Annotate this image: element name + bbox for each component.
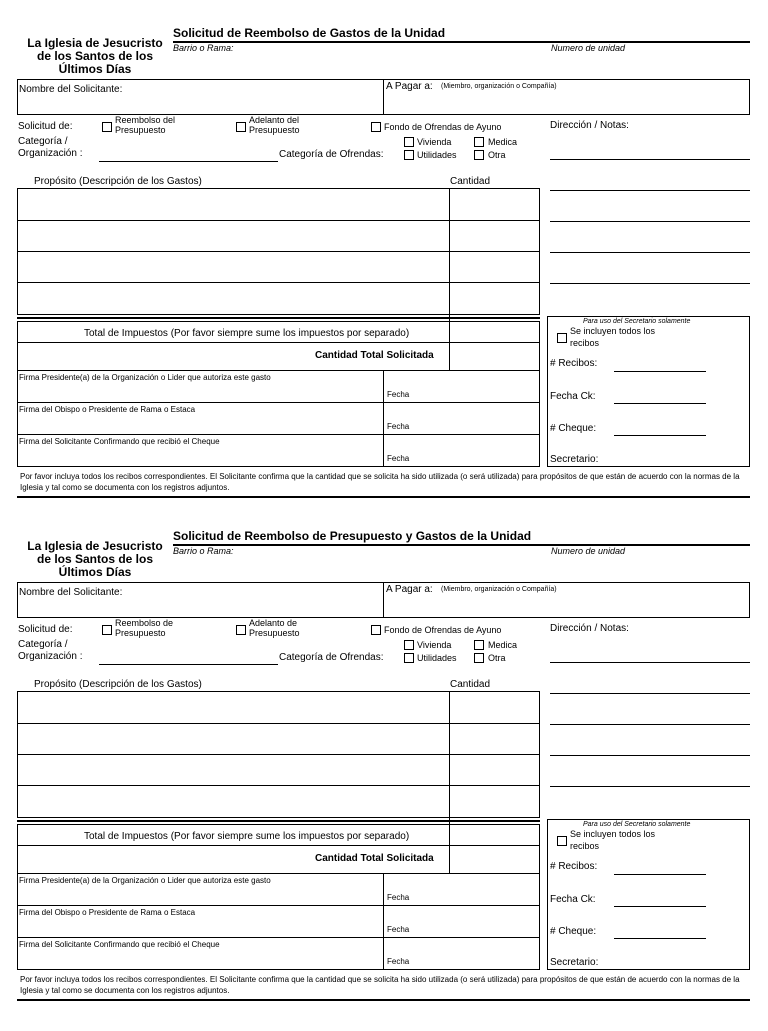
notes-line[interactable] (550, 662, 750, 663)
fast-offering-checkbox[interactable] (371, 625, 381, 635)
taxes-amount-field[interactable] (450, 322, 539, 341)
budget-advance-label: Adelanto de Presupuesto (249, 618, 300, 639)
form-bottom-rule (17, 999, 750, 1001)
total-amount-field[interactable] (450, 846, 539, 873)
date-label: Fecha (387, 422, 410, 431)
signature-divider (17, 937, 540, 938)
check-date-label: Fecha Ck: (550, 894, 596, 905)
request-label: Solicitud de: (18, 121, 73, 132)
fast-offering-label: Fondo de Ofrendas de Ayuno (384, 625, 502, 635)
receipts-included-label: Se incluyen todos los recibos (570, 326, 656, 348)
amount-cell[interactable] (450, 189, 539, 219)
form-bottom-rule (17, 496, 750, 498)
unit-number-label: Numero de unidad (551, 43, 626, 53)
secretary-label: Secretario: (550, 957, 599, 968)
pay-to-hint: (Miembro, organización o Compañía) (441, 83, 557, 90)
check-number-line[interactable] (614, 938, 706, 939)
taxes-label: Total de Impuestos (Por favor siempre sume los impuestos por separado) (84, 831, 410, 842)
president-signature-field[interactable] (18, 384, 382, 401)
ward-label: Barrio o Rama: (173, 43, 234, 53)
date-field[interactable] (420, 919, 538, 936)
category-org-label: Categoría / Organización : (18, 639, 83, 662)
pay-to-hint: (Miembro, organización o Compañía) (441, 586, 557, 593)
applicant-label: Nombre del Solicitante: (19, 587, 123, 598)
num-receipts-line[interactable] (614, 371, 706, 372)
taxes-label: Total de Impuestos (Por favor siempre sume los impuestos por separado) (84, 328, 410, 339)
other-label: Otra (488, 150, 506, 160)
president-signature-field[interactable] (18, 887, 382, 904)
amount-cell[interactable] (450, 221, 539, 250)
category-org-line (99, 664, 278, 665)
applicant-signature-label: Firma del Solicitante Confirmando que recibió el Cheque (19, 437, 220, 446)
form-title: Solicitud de Reembolso de Gastos de la Unidad (173, 26, 446, 40)
housing-checkbox[interactable] (404, 640, 414, 650)
medical-label: Medica (488, 640, 518, 650)
amount-cell[interactable] (450, 283, 539, 314)
church-name: La Iglesia de Jesucristo de los Santos de los Últimos Días (27, 539, 163, 580)
bishop-signature-label: Firma del Obispo o Presidente de Rama o Estaca (19, 405, 196, 414)
applicant-label: Nombre del Solicitante: (19, 84, 123, 95)
category-org-field[interactable] (99, 146, 278, 160)
notice-text: Por favor incluya todos los recibos correspondientes. El Solicitante confirma que la cantidad que se solicita ha sido utilizada (o será utilizada) para propósitos de que están de acuerdo con la normas de la Iglesia y tal como se documenta con los registros adjuntos. (20, 472, 740, 492)
pay-to-field[interactable] (386, 598, 748, 616)
offering-category-label: Categoría de Ofrendas: (279, 149, 384, 160)
offering-category-label: Categoría de Ofrendas: (279, 652, 384, 663)
clerk-header: Para uso del Secretario solamente (583, 318, 691, 325)
clerk-header: Para uso del Secretario solamente (583, 821, 691, 828)
applicant-signature-label: Firma del Solicitante Confirmando que recibió el Cheque (19, 940, 220, 949)
totals-double-rule (17, 317, 540, 319)
president-signature-label: Firma Presidente(a) de la Organización o Lider que autoriza este gasto (19, 373, 271, 382)
utilities-checkbox[interactable] (404, 653, 414, 663)
bishop-signature-field[interactable] (18, 919, 382, 936)
amount-cell[interactable] (450, 692, 539, 722)
request-label: Solicitud de: (18, 624, 73, 635)
date-field[interactable] (420, 887, 538, 904)
purpose-cell[interactable] (18, 786, 448, 817)
check-number-label: # Cheque: (550, 423, 597, 434)
amount-label: Cantidad (450, 679, 491, 690)
utilities-label: Utilidades (417, 150, 457, 160)
date-field[interactable] (420, 416, 538, 433)
fast-offering-label: Fondo de Ofrendas de Ayuno (384, 122, 502, 132)
purpose-label: Propósito (Descripción de los Gastos) (34, 679, 202, 690)
num-receipts-line[interactable] (614, 874, 706, 875)
notes-line[interactable] (550, 159, 750, 160)
taxes-amount-field[interactable] (450, 825, 539, 844)
budget-advance-checkbox[interactable] (236, 122, 246, 132)
budget-advance-checkbox[interactable] (236, 625, 246, 635)
amount-cell[interactable] (450, 252, 539, 281)
amount-cell[interactable] (450, 755, 539, 784)
date-label: Fecha (387, 925, 410, 934)
applicant-divider (383, 582, 384, 618)
category-org-line (99, 161, 278, 162)
applicant-signature-field[interactable] (18, 448, 382, 466)
date-field[interactable] (420, 951, 538, 969)
applicant-signature-field[interactable] (18, 951, 382, 969)
utilities-checkbox[interactable] (404, 150, 414, 160)
check-date-label: Fecha Ck: (550, 391, 596, 402)
church-name: La Iglesia de Jesucristo de los Santos de los Últimos Días (27, 36, 163, 77)
date-label: Fecha (387, 893, 410, 902)
num-receipts-label: # Recibos: (550, 861, 598, 872)
housing-label: Vivienda (417, 137, 452, 147)
receipts-included-label: Se incluyen todos los recibos (570, 829, 656, 851)
secretary-label: Secretario: (550, 454, 599, 465)
other-label: Otra (488, 653, 506, 663)
housing-checkbox[interactable] (404, 137, 414, 147)
applicant-divider (383, 79, 384, 115)
pay-to-label: A Pagar a: (386, 584, 433, 595)
pay-to-label: A Pagar a: (386, 81, 433, 92)
purpose-cell[interactable] (18, 724, 448, 753)
budget-reimbursement-label: Reembolso de Presupuesto (115, 618, 174, 639)
notes-line[interactable] (550, 221, 750, 222)
other-checkbox[interactable] (474, 653, 484, 663)
applicant-name-field[interactable] (20, 600, 380, 616)
notes-line[interactable] (550, 190, 750, 191)
signature-divider (17, 402, 540, 403)
purpose-cell[interactable] (18, 252, 448, 281)
total-label: Cantidad Total Solicitada (315, 853, 434, 864)
date-field[interactable] (420, 448, 538, 466)
date-column-divider (383, 873, 384, 970)
form-title: Solicitud de Reembolso de Presupuesto y Gastos de la Unidad (173, 529, 532, 543)
notice-text: Por favor incluya todos los recibos correspondientes. El Solicitante confirma que la cantidad que se solicita ha sido utilizada (o será utilizada) para propósitos de que están de acuerdo con la normas de la Iglesia y tal como se documenta con los registros adjuntos. (20, 975, 740, 995)
medical-checkbox[interactable] (474, 137, 484, 147)
signature-divider (17, 905, 540, 906)
notes-line[interactable] (550, 693, 750, 694)
notes-line[interactable] (550, 786, 750, 787)
purpose-cell[interactable] (18, 755, 448, 784)
check-date-line[interactable] (614, 403, 706, 404)
utilities-label: Utilidades (417, 653, 457, 663)
housing-label: Vivienda (417, 640, 452, 650)
purpose-label: Propósito (Descripción de los Gastos) (34, 176, 202, 187)
budget-advance-label: Adelanto del Presupuesto (249, 115, 300, 136)
notes-line[interactable] (550, 252, 750, 253)
bishop-signature-field[interactable] (18, 416, 382, 433)
purpose-cell[interactable] (18, 692, 448, 722)
other-checkbox[interactable] (474, 150, 484, 160)
category-org-label: Categoría / Organización : (18, 136, 83, 159)
medical-label: Medica (488, 137, 518, 147)
bishop-signature-label: Firma del Obispo o Presidente de Rama o Estaca (19, 908, 196, 917)
purpose-cell[interactable] (18, 189, 448, 219)
check-number-line[interactable] (614, 435, 706, 436)
receipts-included-checkbox[interactable] (557, 836, 567, 846)
budget-reimbursement-label: Reembolso del Presupuesto (115, 115, 176, 136)
notes-line[interactable] (550, 755, 750, 756)
date-label: Fecha (387, 390, 410, 399)
ward-label: Barrio o Rama: (173, 546, 234, 556)
fast-offering-checkbox[interactable] (371, 122, 381, 132)
title-rule (173, 544, 750, 546)
address-notes-label: Dirección / Notas: (550, 120, 629, 131)
president-signature-label: Firma Presidente(a) de la Organización o Lider que autoriza este gasto (19, 876, 271, 885)
date-column-divider (383, 370, 384, 467)
notes-line[interactable] (550, 724, 750, 725)
receipts-included-checkbox[interactable] (557, 333, 567, 343)
totals-double-rule (17, 820, 540, 822)
amount-cell[interactable] (450, 724, 539, 753)
address-notes-label: Dirección / Notas: (550, 623, 629, 634)
unit-number-label: Numero de unidad (551, 546, 626, 556)
date-label: Fecha (387, 454, 410, 463)
reimbursement-form (0, 26, 768, 528)
amount-label: Cantidad (450, 176, 491, 187)
date-label: Fecha (387, 957, 410, 966)
budget-reimbursement-checkbox[interactable] (102, 122, 112, 132)
signature-divider (17, 434, 540, 435)
num-receipts-label: # Recibos: (550, 358, 598, 369)
date-field[interactable] (420, 384, 538, 401)
medical-checkbox[interactable] (474, 640, 484, 650)
pay-to-field[interactable] (386, 95, 748, 113)
total-amount-field[interactable] (450, 343, 539, 370)
total-label: Cantidad Total Solicitada (315, 350, 434, 361)
notes-line[interactable] (550, 283, 750, 284)
category-org-field[interactable] (99, 649, 278, 663)
budget-reimbursement-checkbox[interactable] (102, 625, 112, 635)
check-date-line[interactable] (614, 906, 706, 907)
check-number-label: # Cheque: (550, 926, 597, 937)
reimbursement-form (0, 529, 768, 1031)
title-rule (173, 41, 750, 43)
applicant-name-field[interactable] (20, 97, 380, 113)
purpose-cell[interactable] (18, 221, 448, 250)
amount-cell[interactable] (450, 786, 539, 817)
purpose-cell[interactable] (18, 283, 448, 314)
